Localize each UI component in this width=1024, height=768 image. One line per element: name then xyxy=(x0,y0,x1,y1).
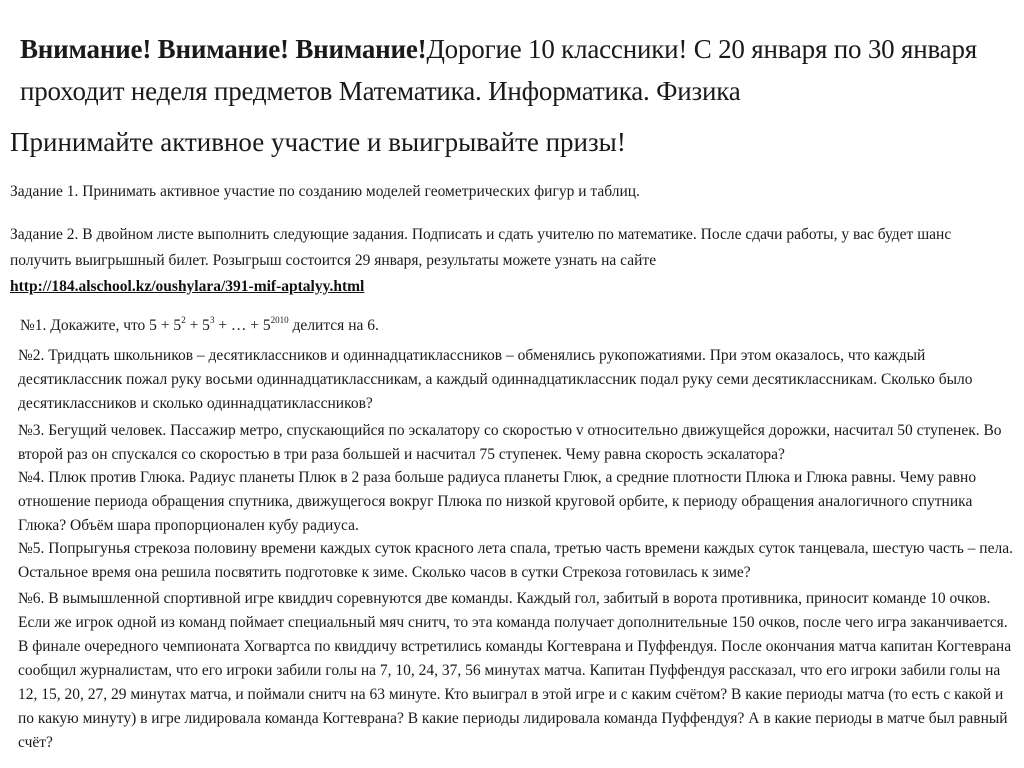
problem-6: №6. В вымышленной спортивной игре квиддич соревнуются две команды. Каждый гол, забитый в ворота противника, приносит команде 10 очков. Если же игрок одной из команд поймает специальный мяч снитч, то эта команда получает дополнительные 150 очков, после чего игра заканчивается. В финале очередного чемпионата Хогвартса по квиддичу встретились команды Когтеврана и Пуффендуя. После окончания матча капитан Когтеврана сообщил журналистам, что его игроки забили голы на 7, 10, 24, 37, 56 минутах матча. Капитан Пуффендуя рассказал, что его игроки забили голы на 12, 15, 20, 27, 29 минутах матча, и поймали снитч на 63 минуте. Кто выиграл в этой игре и с каким счётом? В какие периоды матча (то есть с какой и по какую минуту) в игре лидировала команда Когтеврана? В какие периоды лидировала команда Пуффендуя? А в какие периоды в матче был равный счёт? xyxy=(18,590,1012,751)
problem-5: №5. Попрыгунья стрекоза половину времени каждых суток красного лета спала, третью часть времени каждых суток танцевала, шестую часть – пела. Остальное время она решила посвятить подготовке к зиме. Сколько часов в сутки Стрекоза готовилась к зиме? xyxy=(18,540,1013,581)
problem-4: №4. Плюк против Глюка. Радиус планеты Плюк в 2 раза больше радиуса планеты Глюк, а средние плотности Плюка и Глюка равны. Чему равно отношение периода обращения спутника, движущегося вокруг Плюка по низкой круговой орбите, к периоду обращения аналогичного спутника Глюка? Объём шара пропорционален кубу радиуса. xyxy=(18,469,977,534)
problem-1-prefix: №1. Докажите, что 5 + 5 xyxy=(20,317,182,334)
exponent-3: 3 xyxy=(209,315,215,325)
exponent-2: 2 xyxy=(181,315,186,325)
problem-2: №2. Тридцать школьников – десятиклассников и одиннадцатиклассников – обменялись рукопожатиями. При этом оказалось, что каждый десятиклассник пожал руку восьми одиннадцатиклассникам, а каждый одиннадцатиклассник подал руку семи десятиклассникам. Сколько было десятиклассников и сколько одиннадцатиклассников? xyxy=(18,347,973,412)
problem-1-mid-2: + … + 5 xyxy=(214,317,271,334)
announcement xyxy=(20,28,1010,112)
task-2 xyxy=(10,222,1015,300)
problem-3: №3. Бегущий человек. Пассажир метро, спускающийся по эскалатору со скоростью v относительно движущейся дорожки, насчитал 50 ступенек. Во второй раз он спускался со скоростью в три раза большей и насчитал 75 ступенек. Чему равна скорость эскалатора? xyxy=(18,422,1002,463)
task-1: Задание 1. Принимать активное участие по созданию моделей геометрических фигур и таблиц. xyxy=(10,183,640,200)
school-website-link[interactable]: http://184.alschool.kz/oushylara/391-mif-aptalyy.html xyxy=(10,278,365,295)
announcement-text: Дорогие 10 классники! С 20 января по 30 января проходит неделя предметов Математика. Информатика. Физика xyxy=(20,34,977,106)
attention-heading: Внимание! Внимание! Внимание! xyxy=(20,34,427,64)
problem-1 xyxy=(20,314,1010,338)
slogan: Принимайте активное участие и выигрывайте призы! xyxy=(10,127,626,157)
problem-1-suffix: делится на 6. xyxy=(288,317,379,334)
task-2-text: Задание 2. В двойном листе выполнить следующие задания. Подписать и сдать учителю по математике. После сдачи работы, у вас будет шанс получить выигрышный билет. Розыгрыш состоится 29 января, результаты можете узнать на сайте xyxy=(10,226,952,269)
problem-1-mid-1: + 5 xyxy=(185,317,210,334)
exponent-2010: 2010 xyxy=(270,315,289,325)
